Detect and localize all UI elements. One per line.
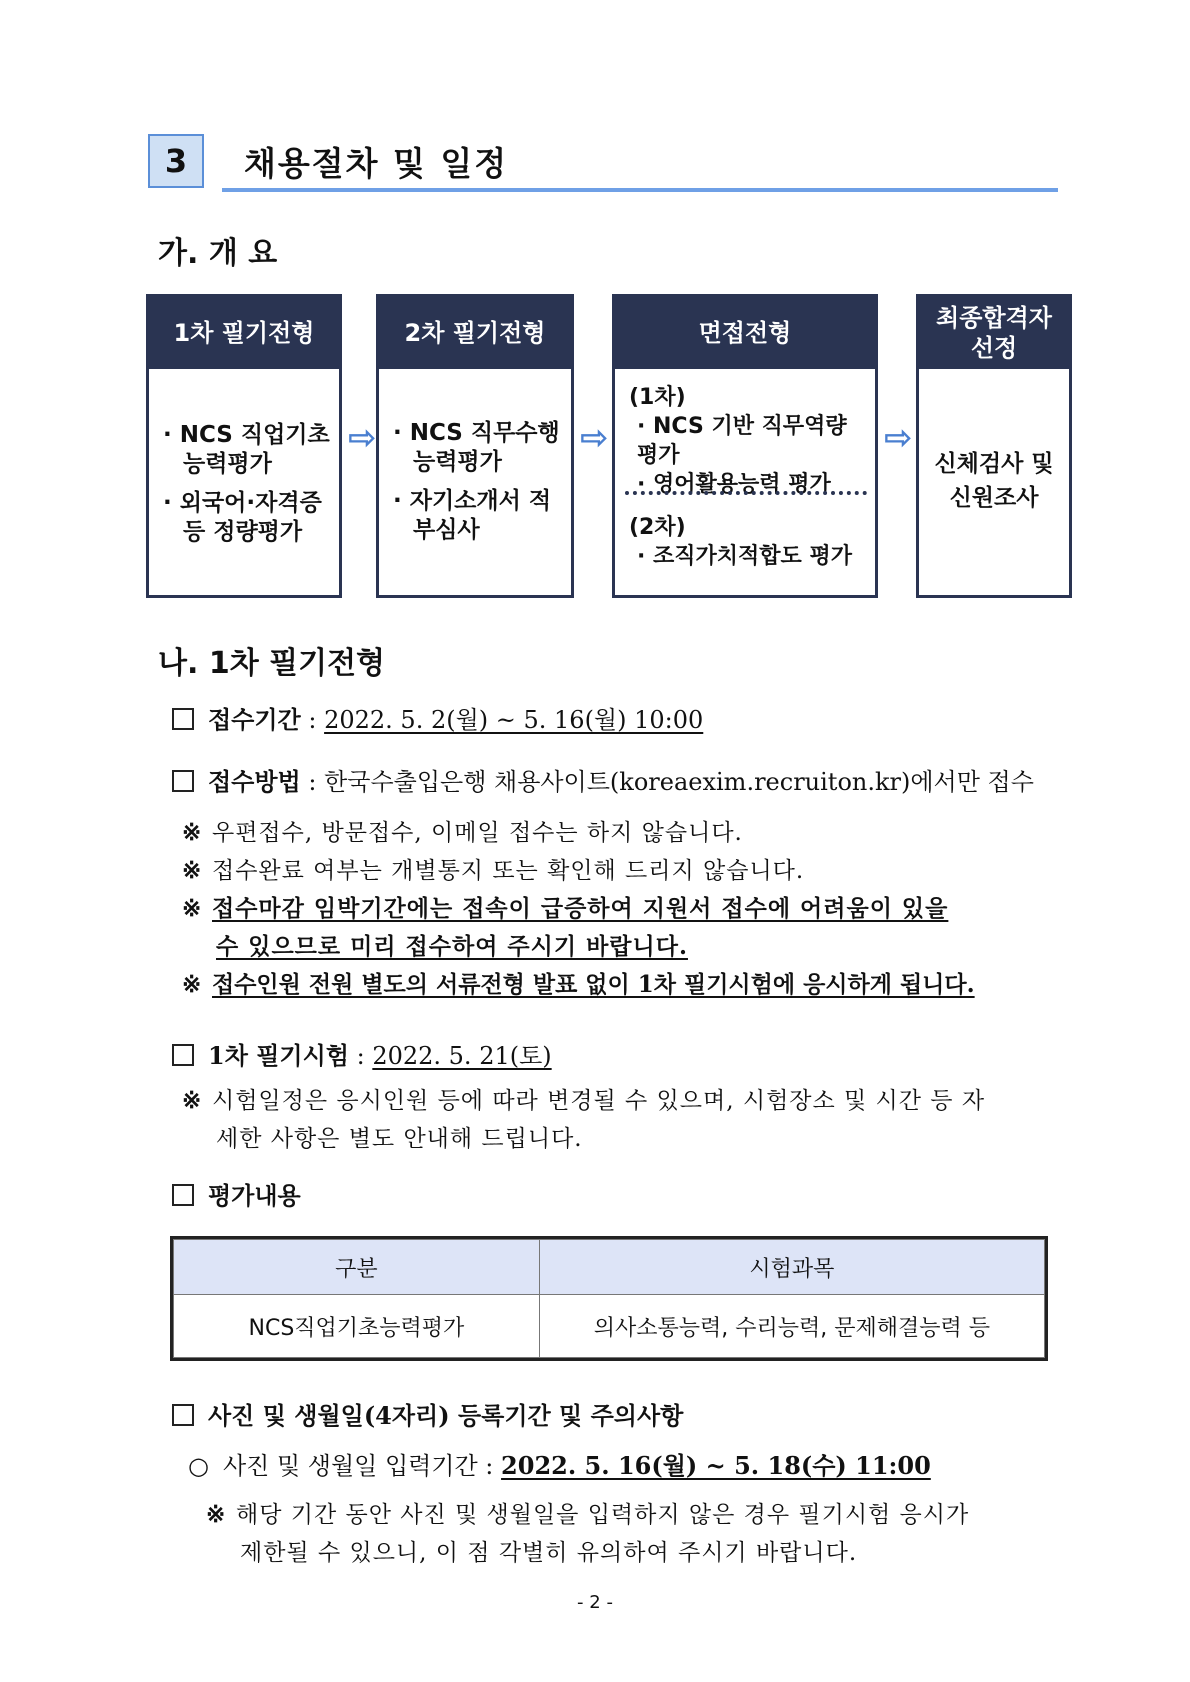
exam-label: 1차 필기시험 [208, 1041, 349, 1070]
stage-item: · 외국어·자격증 등 정량평가 [163, 490, 322, 545]
round1-item: · NCS 기반 직무역량평가 [637, 414, 847, 468]
photo-period-value: 2022. 5. 16(월) ~ 5. 18(수) 11:00 [501, 1451, 931, 1480]
stage-header: 면접전형 [615, 297, 875, 369]
reference-mark-icon: ※ [182, 819, 203, 846]
table-header: 구분 [174, 1240, 540, 1295]
section-title: 채용절차 및 일정 [244, 144, 509, 183]
section-underline [222, 188, 1058, 192]
page-number: - 2 - [577, 1592, 613, 1613]
stage-header: 최종합격자 선정 [919, 297, 1069, 369]
eval-label: 평가내용 [208, 1181, 301, 1210]
checkbox-square-icon [172, 708, 194, 730]
checkbox-square-icon [172, 1404, 194, 1426]
photo-row [172, 1400, 683, 1432]
checkbox-square-icon [172, 1184, 194, 1206]
method-value: 한국수출입은행 채용사이트(koreaexim.recruiton.kr)에서만 접수 [324, 768, 1034, 796]
stage-final [916, 294, 1072, 598]
round1-label: (1차) [629, 385, 686, 410]
stage-written-1 [146, 294, 342, 598]
photo-period-row [188, 1450, 931, 1482]
period-label: 접수기간 [208, 705, 301, 734]
photo-note [206, 1496, 1056, 1572]
photo-period-label: 사진 및 생월일 입력기간 : [222, 1452, 494, 1480]
eval-row [172, 1180, 301, 1212]
reference-mark-icon: ※ [182, 971, 202, 998]
overview-title: 가. 개 요 [158, 236, 278, 271]
written1-title: 나. 1차 필기전형 [158, 646, 386, 681]
arrow-right-icon: ⇨ [580, 418, 609, 458]
round2-item: · 조직가치적합도 평가 [637, 544, 852, 569]
method-notes [182, 814, 1052, 1004]
reference-mark-icon: ※ [206, 1501, 227, 1528]
note: 접수완료 여부는 개별통지 또는 확인해 드리지 않습니다. [212, 858, 805, 884]
checkbox-square-icon [172, 1044, 194, 1066]
table-row [174, 1295, 1045, 1358]
stage-header: 1차 필기전형 [149, 297, 339, 369]
note: 세한 사항은 별도 안내해 드립니다. [216, 1126, 583, 1152]
stage-item: · NCS 직업기초 능력평가 [163, 422, 330, 477]
table-header: 시험과목 [539, 1240, 1044, 1295]
arrow-right-icon: ⇨ [884, 418, 913, 458]
section-number: 3 [148, 134, 204, 188]
exam-date: 2022. 5. 21(토) [372, 1042, 552, 1070]
stage-header: 2차 필기전형 [379, 297, 571, 369]
note: 우편접수, 방문접수, 이메일 접수는 하지 않습니다. [212, 820, 743, 846]
checkbox-square-icon [172, 770, 194, 792]
note: 시험일정은 응시인원 등에 따라 변경될 수 있으며, 시험장소 및 시간 등 자 [212, 1088, 986, 1114]
dotted-divider [625, 491, 867, 495]
reference-mark-icon: ※ [182, 857, 203, 884]
exam-note [182, 1082, 1052, 1158]
warning-line: 접수인원 전원 별도의 서류전형 발표 없이 1차 필기시험에 응시하게 됩니다. [212, 971, 975, 998]
period-value: 2022. 5. 2(월) ~ 5. 16(월) 10:00 [324, 706, 704, 734]
arrow-right-icon: ⇨ [348, 418, 377, 458]
note: 제한될 수 있으니, 이 점 각별히 유의하여 주시기 바랍니다. [240, 1540, 858, 1566]
stage-written-2 [376, 294, 574, 598]
stage-body: 신체검사 및 신원조사 [934, 451, 1054, 511]
round2-label: (2차) [629, 515, 686, 540]
exam-row: 1차 필기시험 : 2022. 5. 21(토) [172, 1040, 552, 1072]
stage-item: · NCS 직무수행 능력평가 [393, 420, 560, 475]
warning-line: 접수마감 임박기간에는 접속이 급증하여 지원서 접수에 어려움이 있을 [212, 895, 949, 922]
bullet-circle-icon: ○ [188, 1452, 209, 1480]
round1-item: · 영어활용능력 평가 [637, 472, 831, 497]
note: 해당 기간 동안 사진 및 생월일을 입력하지 않은 경우 필기시험 응시가 [236, 1502, 970, 1528]
stage-interview [612, 294, 878, 598]
method-label: 접수방법 [208, 767, 301, 796]
reference-mark-icon: ※ [182, 1087, 203, 1114]
eval-table [170, 1236, 1048, 1361]
table-cell: 의사소통능력, 수리능력, 문제해결능력 등 [539, 1295, 1044, 1358]
warning-line: 수 있으므로 미리 접수하여 주시기 바랍니다. [216, 933, 688, 960]
table-cell: NCS직업기초능력평가 [174, 1295, 540, 1358]
photo-label: 사진 및 생월일(4자리) 등록기간 및 주의사항 [208, 1401, 684, 1430]
reference-mark-icon: ※ [182, 895, 203, 922]
period-row: 접수기간 : 2022. 5. 2(월) ~ 5. 16(월) 10:00 [172, 704, 703, 736]
stage-item: · 자기소개서 적부심사 [393, 488, 552, 543]
method-row: 접수방법 : 한국수출입은행 채용사이트(koreaexim.recruiton.kr)에서만 접수 [172, 766, 1034, 798]
